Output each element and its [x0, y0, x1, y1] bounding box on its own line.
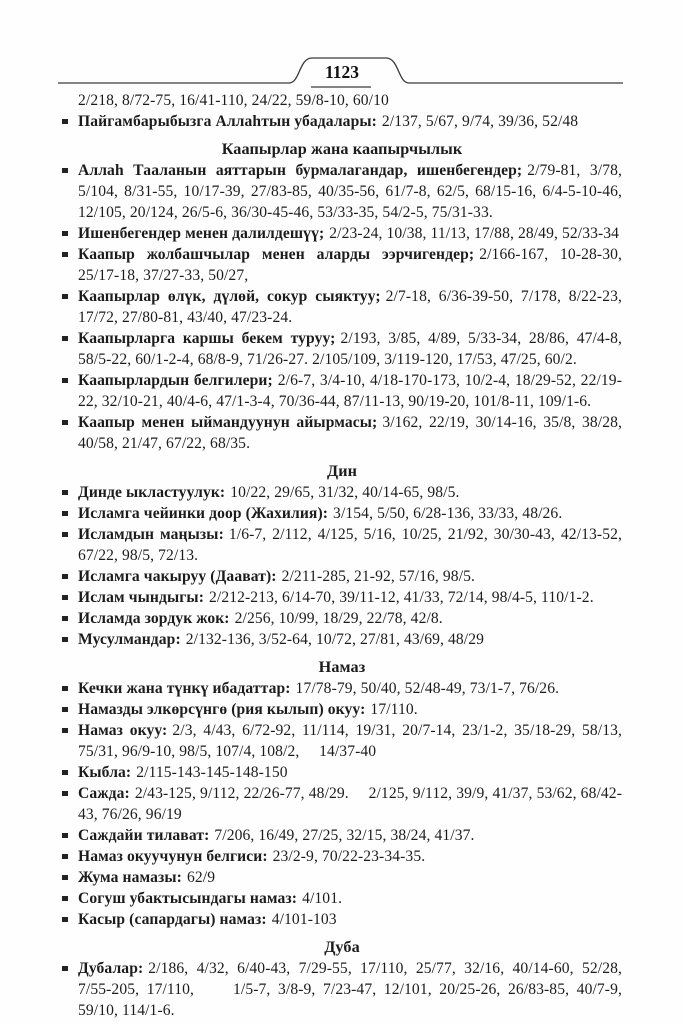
entry-label: Сажда: — [78, 785, 130, 802]
entry-references: 10/22, 29/65, 31/32, 40/14-65, 98/5. — [230, 484, 460, 501]
bullet-icon — [62, 637, 68, 643]
bullet-icon — [62, 490, 68, 496]
index-entry — [62, 160, 622, 223]
bullet-icon — [62, 119, 68, 125]
entry-references: 2/137, 5/67, 9/74, 39/36, 52/48 — [381, 113, 579, 130]
page-header-ornament — [0, 0, 682, 100]
entry-label: Кыбла: — [78, 764, 132, 781]
entry-label: Намаз окуучунун белгиси: — [78, 848, 268, 865]
section-heading: Намаз — [318, 658, 366, 676]
entry-label: Исламда зордук жок: — [78, 610, 230, 627]
index-entry — [62, 566, 622, 587]
page-number: 1123 — [324, 62, 360, 82]
index-entry — [62, 244, 622, 286]
bullet-icon — [62, 791, 68, 797]
entry-references: 4/101. — [302, 890, 343, 907]
entry-label: Ислам чындыгы: — [78, 589, 204, 606]
bullet-icon — [62, 511, 68, 517]
entry-references: 2/193, 3/85, 4/89, 5/33-34, 28/86, 47/4-8, 58/5-22, 60/1-2-4, 68/8-9, 71/26-27. 2/105/109, 3/119-120, 17/53, 47/25, 60/2. — [78, 330, 623, 368]
entry-references: 2/166-167, 10-28-30, 25/17-18, 37/27-33, 50/27, — [78, 246, 622, 284]
entry-references: 2/186, 4/32, 6/40-43, 7/29-55, 17/110, 25/77, 32/16, 40/14-60, 52/28, 7/55-205, 17/110, 1/5-7, 3/8-9, 7/23-47, 12/101, 20/25-26, 26/83-85, 40/7-9, 59/10, 114/1-6. — [78, 960, 622, 1019]
section-heading: Каапырлар жана каапырчылык — [221, 140, 463, 158]
index-entry — [62, 223, 622, 244]
bullet-icon — [62, 875, 68, 881]
bullet-icon — [62, 168, 68, 174]
entry-references: 2/23-24, 10/38, 11/13, 17/88, 28/49, 52/33-34 — [329, 225, 620, 242]
entry-label: Ишенбегендер менен далилдешүү; — [78, 225, 325, 242]
entry-references: 3/154, 5/50, 6/28-136, 33/33, 48/26. — [333, 505, 563, 522]
index-entry — [62, 825, 622, 846]
index-entry — [62, 111, 622, 132]
entry-references: 23/2-9, 70/22-23-34-35. — [272, 848, 426, 865]
entry-label: Жума намазы: — [78, 869, 182, 886]
entry-references: 17/78-79, 50/40, 52/48-49, 73/1-7, 76/26. — [295, 680, 560, 697]
bullet-icon — [62, 854, 68, 860]
entry-references: 7/206, 16/49, 27/25, 32/15, 38/24, 41/37. — [214, 827, 475, 844]
bullet-icon — [62, 231, 68, 237]
entry-label: Каапырлардын белгилери; — [78, 372, 273, 389]
index-entry — [62, 328, 622, 370]
bullet-icon — [62, 252, 68, 258]
index-entry — [62, 286, 622, 328]
entry-references: 1/6-7, 2/112, 4/125, 5/16, 10/25, 21/92, 30/30-43, 42/13-52, 67/22, 98/5, 72/13. — [78, 526, 622, 564]
bullet-icon — [62, 966, 68, 972]
bullet-icon — [62, 336, 68, 342]
entry-label: Каапырларга каршы бекем туруу; — [78, 330, 336, 347]
entry-references: 4/101-103 — [271, 911, 337, 928]
bullet-icon — [62, 917, 68, 923]
bullet-icon — [62, 707, 68, 713]
index-entry — [62, 783, 622, 825]
bullet-icon — [62, 574, 68, 580]
index-entry — [62, 762, 622, 783]
index-content — [62, 90, 622, 1021]
bullet-icon — [62, 896, 68, 902]
entry-label: Пайгамбарыбызга Аллаһтын убадалары: — [78, 113, 377, 130]
index-entry — [62, 503, 622, 524]
bullet-icon — [62, 616, 68, 622]
entry-references: 2/211-285, 21-92, 57/16, 98/5. — [281, 568, 476, 585]
entry-references: 62/9 — [186, 869, 216, 886]
entry-label: Касыр (сапардагы) намаз: — [78, 911, 267, 928]
entry-references: 2/79-81, 3/78, 5/104, 8/31-55, 10/17-39, 27/83-85, 40/35-56, 61/7-8, 62/5, 68/15-16, 6/4-5-10-46, 12/105, 20/124, 26/5-6, 36/30-45-46, 53/33-35, 54/2-5, 75/31-33. — [78, 162, 622, 221]
bullet-icon — [62, 833, 68, 839]
entry-references: 2/6-7, 3/4-10, 4/18-170-173, 10/2-4, 18/29-52, 22/19-22, 32/10-21, 40/4-6, 47/1-3-4, 70/36-44, 87/11-13, 90/19-20, 101/8-11, 109/1-6. — [78, 372, 622, 410]
entry-references: 2/3, 4/43, 6/72-92, 11/114, 19/31, 20/7-14, 23/1-2, 35/18-29, 58/13, 75/31, 96/9-10, 98/5, 107/4, 108/2, 14/37-40 — [78, 722, 622, 760]
index-entry — [62, 412, 622, 454]
entry-references: 2/212-213, 6/14-70, 39/11-12, 41/33, 72/14, 98/4-5, 110/1-2. — [208, 589, 594, 606]
entry-label: Саждайи тилават: — [78, 827, 210, 844]
index-entry — [62, 699, 622, 720]
bullet-icon — [62, 770, 68, 776]
entry-label: Кечки жана түнкү ибадаттар: — [78, 680, 291, 697]
bullet-icon — [62, 728, 68, 734]
entry-references: 2/132-136, 3/52-64, 10/72, 27/81, 43/69, 48/29 — [185, 631, 485, 648]
index-entry — [62, 720, 622, 762]
entry-references: 17/110. — [370, 701, 418, 718]
entry-label: Аллаһ Тааланын аяттарын бурмалагандар, ишенбегендер; — [78, 162, 523, 179]
bullet-icon — [62, 532, 68, 538]
index-entry — [62, 629, 622, 650]
index-entry — [62, 909, 622, 930]
entry-label: Каапырлар өлүк, дүлөй, сокур сыяктуу; — [78, 288, 381, 305]
entry-label: Дубалар: — [78, 960, 144, 977]
entry-references: 2/7-18, 6/36-39-50, 7/178, 8/22-23, 17/72, 27/80-81, 43/40, 47/23-24. — [78, 288, 623, 326]
section-heading: Дин — [326, 462, 358, 480]
index-entry — [62, 524, 622, 566]
index-entry — [62, 90, 622, 111]
entry-label: Исламга чакыруу (Даават): — [78, 568, 277, 585]
entry-references: 2/43-125, 9/112, 22/26-77, 48/29. 2/125, 9/112, 39/9, 41/37, 53/62, 68/42-43, 76/26, 96/19 — [78, 785, 622, 823]
entry-label: Исламга чейинки доор (Жахилия): — [78, 505, 329, 522]
bullet-icon — [62, 686, 68, 692]
index-entry — [62, 370, 622, 412]
entry-label: Исламдын маңызы: — [78, 526, 224, 543]
index-entry — [62, 888, 622, 909]
index-entry — [62, 608, 622, 629]
index-entry — [62, 846, 622, 867]
entry-label: Динде ыкластуулук: — [78, 484, 226, 501]
entry-label: Намазды элкөрсүнгө (рия кылып) окуу: — [78, 701, 366, 718]
section-heading: Дуба — [324, 938, 360, 956]
entry-references: 3/162, 22/19, 30/14-16, 35/8, 38/28, 40/58, 21/47, 67/22, 68/35. — [78, 414, 622, 452]
entry-label: Мусулмандар: — [78, 631, 181, 648]
bullet-icon — [62, 294, 68, 300]
entry-label: Каапыр менен ыймандуунун айырмасы; — [78, 414, 378, 431]
index-entry — [62, 482, 622, 503]
entry-references: 2/115-143-145-148-150 — [136, 764, 288, 781]
entry-label: Намаз окуу: — [78, 722, 168, 739]
index-entry — [62, 587, 622, 608]
index-entry — [62, 958, 622, 1021]
index-entry — [62, 867, 622, 888]
entry-references: 2/218, 8/72-75, 16/41-110, 24/22, 59/8-10, 60/10 — [78, 92, 389, 109]
entry-label: Согуш убактысындагы намаз: — [78, 890, 298, 907]
entry-references: 2/256, 10/99, 18/29, 22/78, 42/8. — [234, 610, 443, 627]
entry-label: Каапыр жолбашчылар менен аларды ээрчигендер; — [78, 246, 475, 263]
index-entry — [62, 678, 622, 699]
bullet-icon — [62, 378, 68, 384]
bullet-icon — [62, 420, 68, 426]
bullet-icon — [62, 595, 68, 601]
